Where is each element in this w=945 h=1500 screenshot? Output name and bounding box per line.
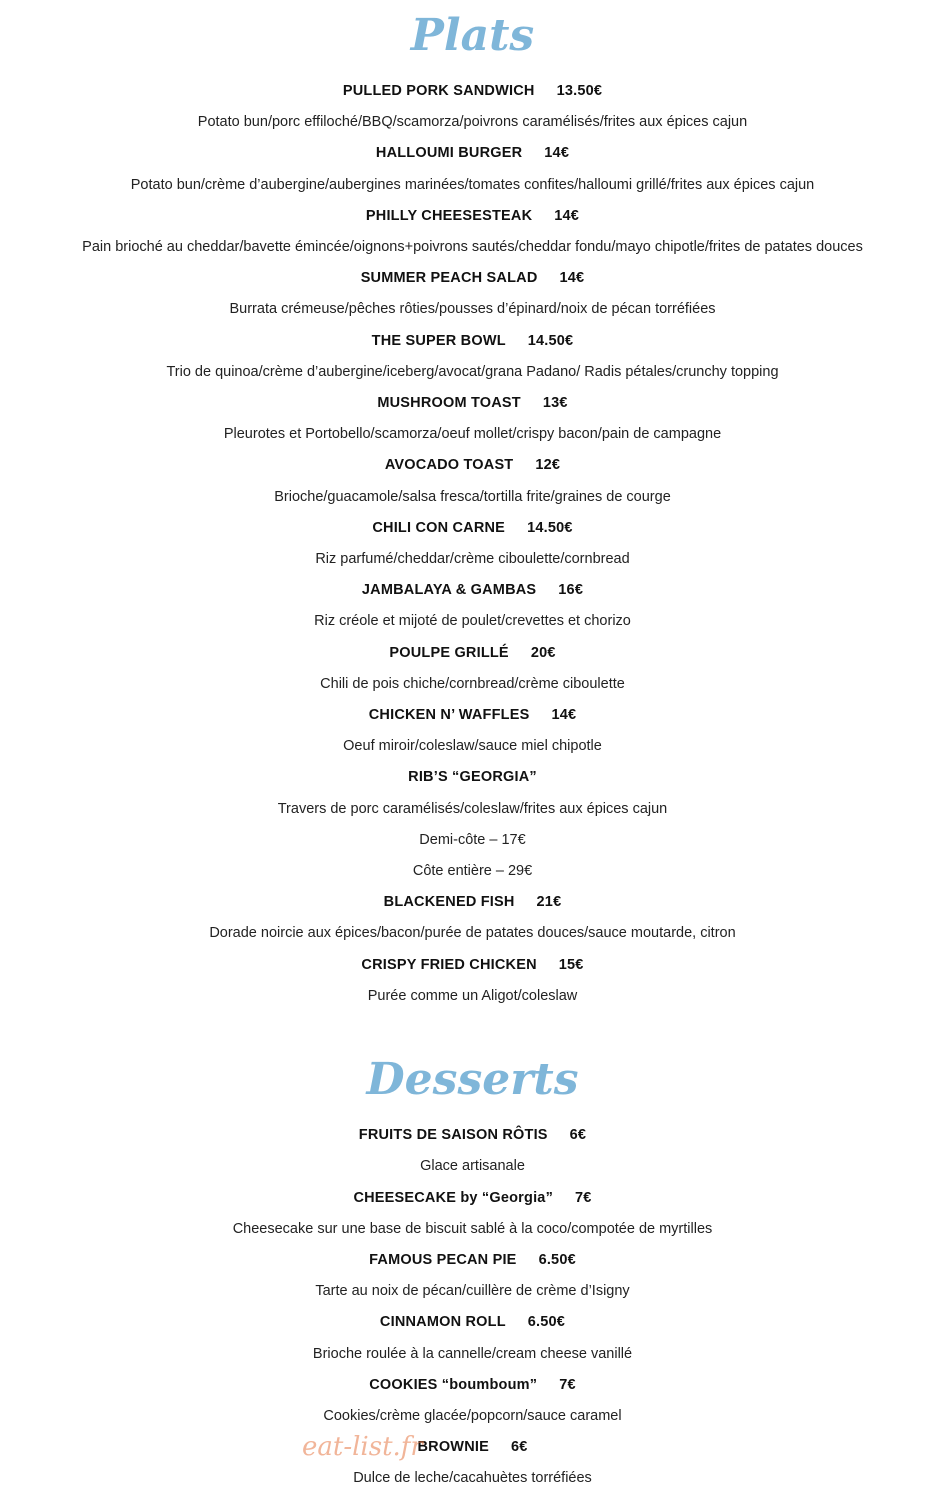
desserts-title: Desserts (366, 1054, 579, 1106)
menu-item-description: Riz parfumé/cheddar/crème ciboulette/cornbread (315, 551, 630, 568)
menu-item-name: RIB’S “GEORGIA” (408, 769, 537, 786)
menu-item-description: Brioche/guacamole/salsa fresca/tortilla frite/graines de courge (274, 488, 671, 505)
menu-item-description: Pleurotes et Portobello/scamorza/oeuf mollet/crispy bacon/pain de campagne (223, 426, 722, 443)
menu-item-description: Côte entière – 29€ (412, 863, 533, 880)
menu-item (0, 1432, 945, 1463)
menu-item-price: 14€ (559, 270, 585, 287)
menu-item-description: Burrata crémeuse/pêches rôties/pousses d’épinard/noix de pécan torréfiées (229, 301, 716, 318)
menu-item (0, 450, 945, 481)
menu-item (0, 1120, 945, 1151)
plats-list (0, 76, 945, 1012)
menu-item-price: 7€ (575, 1189, 592, 1206)
menu-item-price: 12€ (535, 457, 561, 474)
menu-item (0, 1370, 945, 1401)
menu-item (0, 326, 945, 357)
menu-item-price: 16€ (558, 582, 584, 599)
menu-item (0, 1245, 945, 1276)
menu-item-description: Potato bun/porc effiloché/BBQ/scamorza/poivrons caramélisés/frites aux épices cajun (197, 114, 748, 131)
menu-item-price: 21€ (536, 894, 562, 911)
menu-item-name: HALLOUMI BURGER (375, 145, 523, 162)
menu-item-price: 6€ (510, 1439, 528, 1456)
menu-item (0, 76, 945, 107)
menu-item (0, 762, 945, 793)
menu-item-price: 14.50€ (527, 332, 574, 349)
menu-item-name: AVOCADO TOAST (384, 457, 514, 474)
menu-item-name: BROWNIE (417, 1439, 489, 1456)
menu-item-description: Cheesecake sur une base de biscuit sablé à la coco/compotée de myrtilles (232, 1220, 713, 1237)
menu-item-name: CRISPY FRIED CHICKEN (361, 956, 537, 973)
menu-item-name: POULPE GRILLÉ (389, 644, 509, 661)
menu-item (0, 575, 945, 606)
menu-item (0, 138, 945, 169)
menu-item-description: Potato bun/crème d’aubergine/aubergines marinées/tomates confites/halloumi grillé/frites aux épices cajun (130, 176, 815, 193)
menu-item (0, 513, 945, 544)
menu-item-price: 7€ (559, 1376, 576, 1393)
menu-item-price: 20€ (530, 644, 556, 661)
menu-item-price: 14€ (544, 145, 570, 162)
menu-item-price: 13.50€ (556, 83, 603, 99)
menu-item-name: THE SUPER BOWL (371, 332, 506, 349)
menu-item-name: CINNAMON ROLL (379, 1314, 506, 1331)
menu-item (0, 700, 945, 731)
menu-item-name: FAMOUS PECAN PIE (369, 1251, 517, 1268)
plats-title: Plats (410, 10, 535, 61)
menu-item-description: Riz créole et mijoté de poulet/crevettes et chorizo (314, 613, 631, 630)
menu-item-description: Purée comme un Aligot/coleslaw (367, 987, 578, 1004)
menu-item (0, 1183, 945, 1214)
menu-item-name: MUSHROOM TOAST (377, 395, 521, 412)
watermark: eat-list.fr (302, 1432, 423, 1462)
menu-item-name: CHICKEN N’ WAFFLES (368, 707, 530, 724)
menu-item-description: Chili de pois chiche/cornbread/crème ciboulette (320, 675, 625, 692)
menu-item-price: 6.50€ (527, 1314, 566, 1331)
menu-item-name: PULLED PORK SANDWICH (342, 83, 535, 99)
menu-item-name: PHILLY CHEESESTEAK (365, 207, 533, 224)
menu-item-description: Glace artisanale (420, 1158, 525, 1175)
menu-item-price: 14.50€ (527, 519, 573, 536)
menu-item-name: COOKIES “boumboum” (369, 1376, 538, 1393)
menu-item-price: 14€ (554, 207, 580, 224)
desserts-list (0, 1120, 945, 1494)
menu-item-name: SUMMER PEACH SALAD (360, 270, 538, 287)
menu-item-description: Pain brioché au cheddar/bavette émincée/oignons+poivrons sautés/cheddar fondu/mayo chipotle/frites de patates douces (82, 239, 863, 256)
menu-item-name: CHEESECAKE by “Georgia” (353, 1189, 554, 1206)
menu-item-description: Demi-côte – 17€ (419, 831, 526, 848)
menu-item-name: CHILI CON CARNE (372, 519, 506, 536)
menu-item (0, 887, 945, 918)
menu-item (0, 263, 945, 294)
menu-item-description: Cookies/crème glacée/popcorn/sauce caramel (323, 1407, 622, 1424)
menu-item-price: 14€ (551, 707, 577, 724)
menu-item-name: BLACKENED FISH (383, 894, 515, 911)
menu-item-description: Travers de porc caramélisés/coleslaw/frites aux épices cajun (277, 800, 668, 817)
menu-item (0, 950, 945, 981)
menu-item-description: Dorade noircie aux épices/bacon/purée de patates douces/sauce moutarde, citron (209, 925, 736, 942)
menu-item (0, 638, 945, 669)
menu-item-description: Dulce de leche/cacahuètes torréfiées (353, 1470, 592, 1487)
menu-item-description: Brioche roulée à la cannelle/cream cheese vanillé (312, 1345, 633, 1362)
menu-item (0, 201, 945, 232)
menu-item-price: 15€ (558, 956, 584, 973)
menu-item-price: 6.50€ (538, 1251, 576, 1268)
menu-item-price: 13€ (542, 395, 568, 412)
menu-item-name: JAMBALAYA & GAMBAS (361, 582, 537, 599)
menu-item-description: Trio de quinoa/crème d’aubergine/iceberg/avocat/grana Padano/ Radis pétales/crunchy topping (166, 363, 779, 380)
menu-item (0, 1307, 945, 1338)
menu-item-name: FRUITS DE SAISON RÔTIS (358, 1127, 548, 1144)
menu-item-description: Oeuf miroir/coleslaw/sauce miel chipotle (343, 738, 602, 755)
menu-item-description: Tarte au noix de pécan/cuillère de crème d’Isigny (315, 1283, 630, 1300)
menu-item (0, 388, 945, 419)
menu-item-price: 6€ (569, 1127, 587, 1144)
